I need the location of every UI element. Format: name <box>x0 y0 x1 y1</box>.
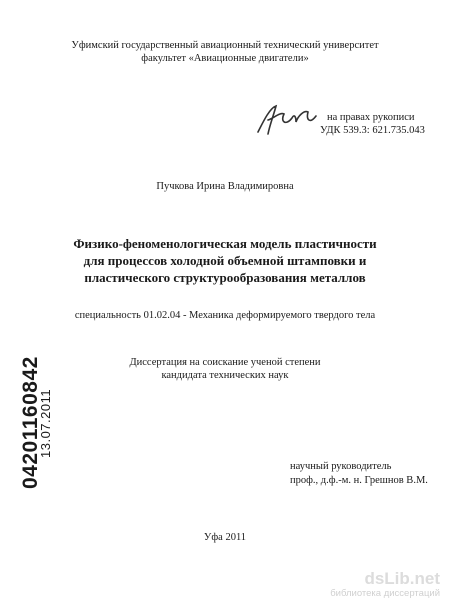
city-year: Уфа 2011 <box>203 532 247 543</box>
specialty: специальность 01.02.04 - Механика деформируемого твердого тела <box>74 310 376 321</box>
degree-line-2: кандидата технических наук <box>161 370 289 381</box>
supervisor-role: научный руководитель <box>290 461 392 472</box>
library-stamp-number: 04201160842 <box>19 356 42 489</box>
author-name: Пучкова Ирина Владимировна <box>156 181 294 192</box>
degree-line-1: Диссертация на соискание ученой степени <box>129 357 321 368</box>
thesis-title-line-1: Физико-феноменологическая модель пластичности <box>73 236 377 251</box>
thesis-title-line-2: для процессов холодной объемной штамповки и <box>83 253 367 268</box>
watermark-logo: dsLib.net <box>364 569 440 588</box>
supervisor-name: проф., д.ф.-м. н. Грешнов В.М. <box>290 475 428 486</box>
manuscript-rights: на правах рукописи <box>327 112 415 123</box>
university-name: Уфимский государственный авиационный технический университет <box>71 40 379 51</box>
thesis-title-line-3: пластического структурообразования металлов <box>84 270 366 285</box>
library-stamp-date: 13.07.2011 <box>38 388 53 458</box>
watermark <box>330 570 440 599</box>
handwritten-signature <box>250 100 328 140</box>
watermark-caption: библиотека диссертаций <box>330 588 440 599</box>
faculty-name: факультет «Авиационные двигатели» <box>141 53 309 64</box>
udc-code: УДК 539.3: 621.735.043 <box>320 125 425 136</box>
